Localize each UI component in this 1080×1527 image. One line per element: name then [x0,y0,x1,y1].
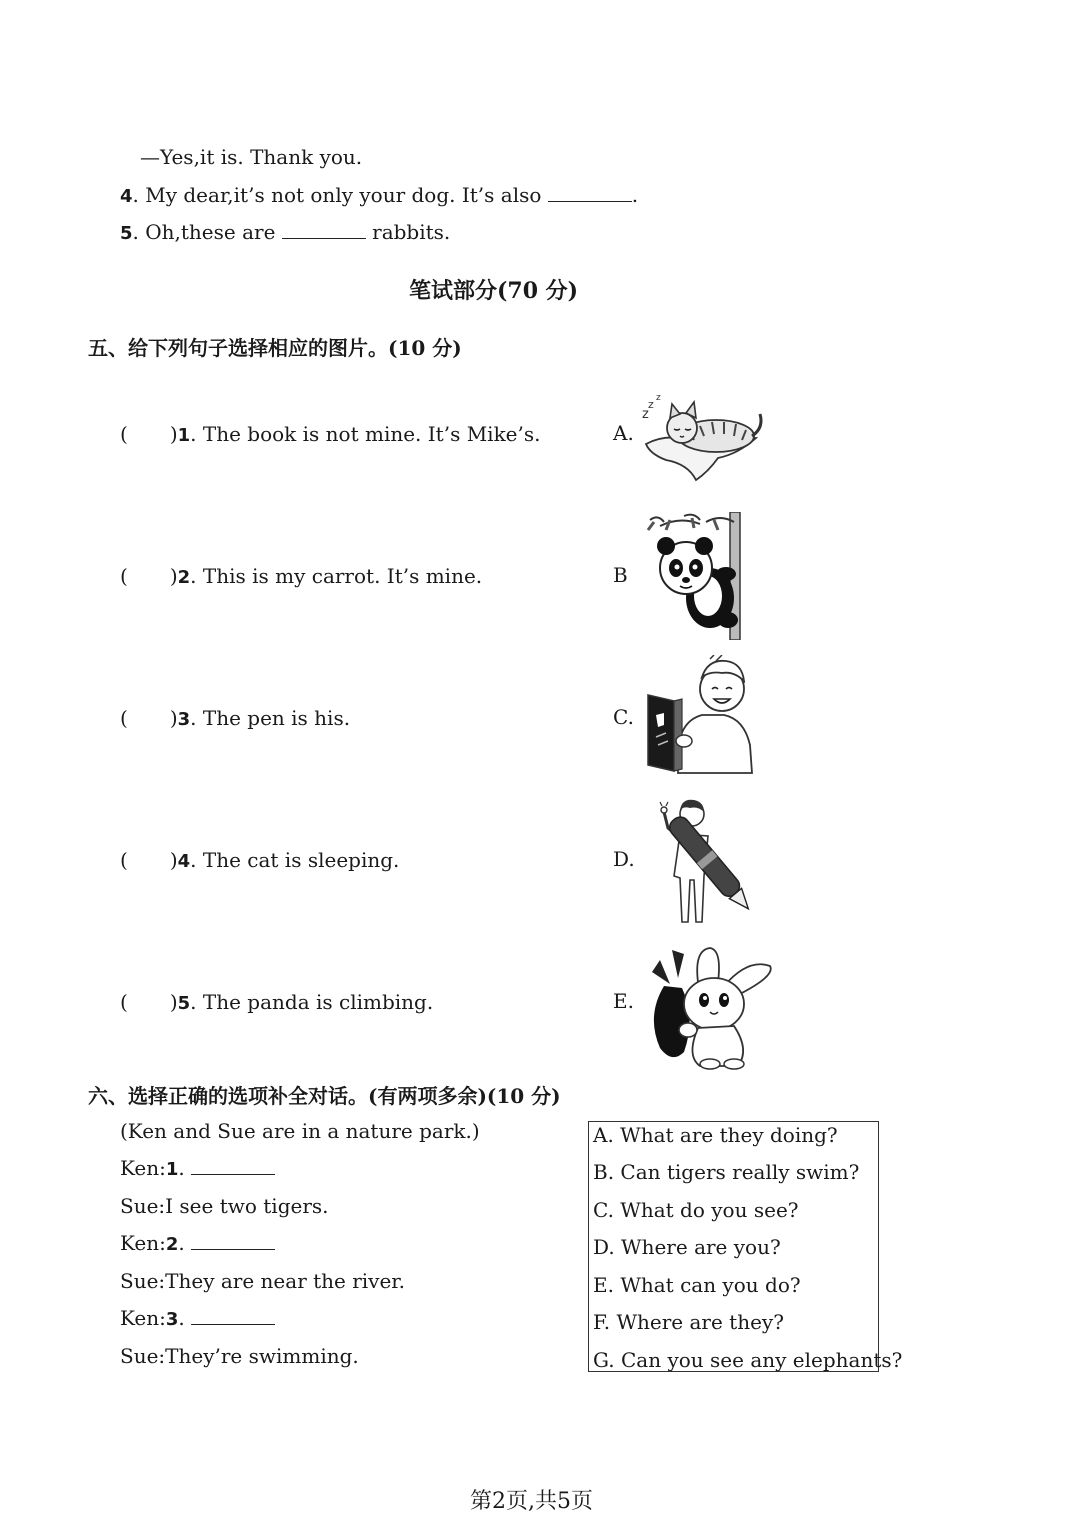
item-text: . The cat is sleeping. [190,848,400,872]
page-number: 第2页,共5页 [470,1489,593,1514]
answer-paren-close: ) [169,422,178,446]
svg-text:z: z [642,407,649,422]
climbing-panda-icon [640,512,752,640]
sleeping-cat-icon [638,392,768,482]
man-with-pen-icon [650,796,760,924]
answer-paren-open[interactable]: ( [120,990,128,1014]
match-item-1 [120,421,541,449]
answer-paren-open[interactable]: ( [120,706,128,730]
item-number: 5 [177,993,191,1014]
svg-text:z: z [656,393,661,403]
speech: They are near the river. [165,1269,406,1293]
speaker: Sue: [120,1344,166,1368]
item-text: . The book is not mine. It’s Mike’s. [190,422,541,446]
option-g: G. Can you see any elephants? [593,1348,903,1372]
item-dot: . [178,1231,185,1255]
item-number: 3 [177,709,191,730]
item-number: 3 [165,1309,179,1330]
section6-heading: 六、选择正确的选项补全对话。(有两项多余)(10 分) [88,1084,561,1108]
picture-letter-a: A. [613,421,634,445]
answer-paren-open[interactable]: ( [120,422,128,446]
dialogue-line-4 [120,1268,405,1294]
item-number: 5 [120,223,133,244]
item-text: . The panda is climbing. [190,990,434,1014]
options-box [588,1121,903,1372]
speaker: Sue: [120,1194,166,1218]
option-d: D. Where are you? [593,1235,781,1259]
answer-paren-open[interactable]: ( [120,564,128,588]
listening-item-5 [120,219,450,247]
dialogue-line-1 [120,1155,275,1183]
listening-item-4 [120,182,638,210]
boy-with-book-icon [644,655,756,775]
item-end: rabbits. [372,220,451,244]
answer-paren-close: ) [169,706,178,730]
answer-blank[interactable] [548,183,632,202]
item-number: 4 [120,186,133,207]
dialogue-line-3 [120,1230,275,1258]
section5-heading: 五、给下列句子选择相应的图片。(10 分) [88,336,462,360]
rabbit-with-carrot-icon [638,946,780,1070]
item-dot: . [178,1306,185,1330]
item-end: . [631,183,639,207]
speaker: Ken: [120,1306,166,1330]
item-number: 2 [177,567,191,588]
svg-text:z: z [648,398,654,411]
answer-blank[interactable] [282,220,366,239]
item-text: . This is my carrot. It’s mine. [190,564,483,588]
speaker: Sue: [120,1269,166,1293]
dialogue-line-2 [120,1193,329,1219]
option-b: B. Can tigers really swim? [593,1160,860,1184]
item-number: 1 [177,425,191,446]
match-item-2 [120,563,482,591]
option-e: E. What can you do? [593,1273,801,1297]
picture-letter-d: D. [613,847,635,871]
picture-letter-e: E. [613,989,634,1013]
item-number: 2 [165,1234,179,1255]
speaker: Ken: [120,1156,166,1180]
dialogue-context: (Ken and Sue are in a nature park.) [120,1119,480,1143]
answer-paren-close: ) [169,990,178,1014]
match-item-3 [120,705,350,733]
speech: I see two tigers. [165,1194,329,1218]
answer-paren-close: ) [169,564,178,588]
answer-blank[interactable] [191,1306,275,1325]
item-text: . My dear,it’s not only your dog. It’s also [132,183,542,207]
match-item-4 [120,847,399,875]
dialogue-line-5 [120,1305,275,1333]
item-number: 4 [177,851,191,872]
picture-letter-c: C. [613,705,634,729]
answer-blank[interactable] [191,1231,275,1250]
speech: They’re swimming. [165,1344,359,1368]
option-a: A. What are they doing? [593,1123,838,1147]
item-number: 1 [165,1159,179,1180]
option-c: C. What do you see? [593,1198,799,1222]
item-text: . Oh,these are [132,220,276,244]
speaker: Ken: [120,1231,166,1255]
item-dot: . [178,1156,185,1180]
match-item-5 [120,989,433,1017]
answer-blank[interactable] [191,1156,275,1175]
dialogue-reply-line: —Yes,it is. Thank you. [140,145,363,169]
written-part-title: 笔试部分(70 分) [409,278,579,304]
picture-letter-b: B [613,563,628,587]
item-text: . The pen is his. [190,706,351,730]
option-f: F. Where are they? [593,1310,784,1334]
answer-paren-close: ) [169,848,178,872]
answer-paren-open[interactable]: ( [120,848,128,872]
dialogue-line-6 [120,1343,359,1369]
